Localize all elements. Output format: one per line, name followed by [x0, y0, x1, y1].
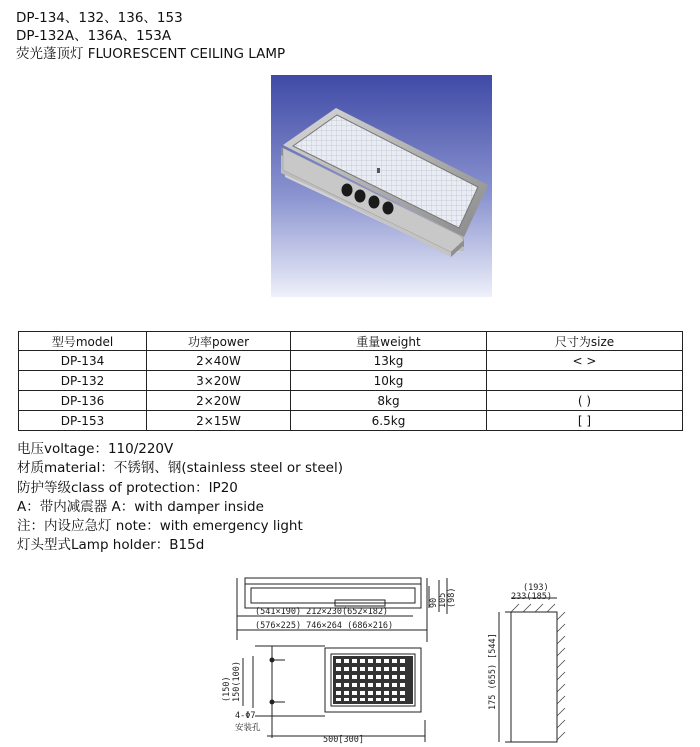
cell-model: DP-153: [19, 411, 147, 431]
cell-model: DP-134: [19, 351, 147, 371]
col-header-model: 型号model: [19, 332, 147, 351]
dim-height-c: (98): [447, 587, 457, 608]
dim-plan-width: 500[300]: [323, 735, 364, 745]
cell-weight: 13kg: [291, 351, 487, 371]
table-header-row: [19, 332, 683, 351]
cell-weight: 6.5kg: [291, 411, 487, 431]
table-row: [19, 391, 683, 411]
table-row: [19, 411, 683, 431]
property-lamp-holder: 灯头型式Lamp holder：B15d: [17, 537, 205, 554]
property-damper: A：带内减震器 A：with damper inside: [17, 498, 264, 515]
col-header-size: 尺寸为size: [487, 332, 683, 351]
cell-power: 2×15W: [147, 411, 291, 431]
dim-side-top-2: 233(185): [511, 592, 552, 602]
dim-plan-height-1: (150): [222, 676, 232, 702]
cell-weight: 10kg: [291, 371, 487, 391]
property-protection: 防护等级class of protection：IP20: [17, 479, 238, 496]
table-row: [19, 351, 683, 371]
title-block: [16, 9, 285, 63]
cell-power: 3×20W: [147, 371, 291, 391]
dim-side-top-1: (193): [523, 583, 549, 593]
dim-hole-label-cn: 安装孔: [235, 723, 261, 733]
col-header-weight: 重量weight: [291, 332, 487, 351]
plan-grille: [333, 656, 413, 704]
table-row: [19, 371, 683, 391]
dim-height-a: 90: [429, 597, 439, 608]
models-line-2: DP-132A、136A、153A: [16, 28, 172, 44]
dim-side-height: 175 (655) [544]: [488, 633, 498, 710]
dim-height-b: 105: [438, 592, 448, 608]
cell-power: 2×20W: [147, 391, 291, 411]
property-note: 注：内设应急灯 note：with emergency light: [17, 518, 303, 535]
spec-table: [18, 331, 683, 431]
properties-list: [17, 440, 343, 556]
models-line-1: DP-134、132、136、153: [16, 10, 183, 26]
cell-power: 2×40W: [147, 351, 291, 371]
cell-size: [ ]: [487, 411, 683, 431]
cell-size: < >: [487, 351, 683, 371]
property-voltage: 电压voltage：110/220V: [17, 441, 174, 457]
cell-size: [487, 371, 683, 391]
cell-model: DP-136: [19, 391, 147, 411]
cell-model: DP-132: [19, 371, 147, 391]
property-material: 材质material：不锈钢、钢(stainless steel or steel): [17, 460, 343, 477]
product-title: 荧光蓬顶灯 FLUORESCENT CEILING LAMP: [16, 46, 286, 62]
technical-drawing: [215, 570, 685, 747]
dim-hole-label: 4-Φ7: [235, 711, 256, 721]
dim-plan-height-2: 150(100): [232, 661, 242, 702]
col-header-power: 功率power: [147, 332, 291, 351]
cell-weight: 8kg: [291, 391, 487, 411]
product-photo: [271, 75, 492, 297]
cell-size: ( ): [487, 391, 683, 411]
dim-top: (541×190) 212×230(652×182): [255, 607, 389, 617]
dim-bottom: (576×225) 746×264 (686×216): [255, 621, 394, 631]
